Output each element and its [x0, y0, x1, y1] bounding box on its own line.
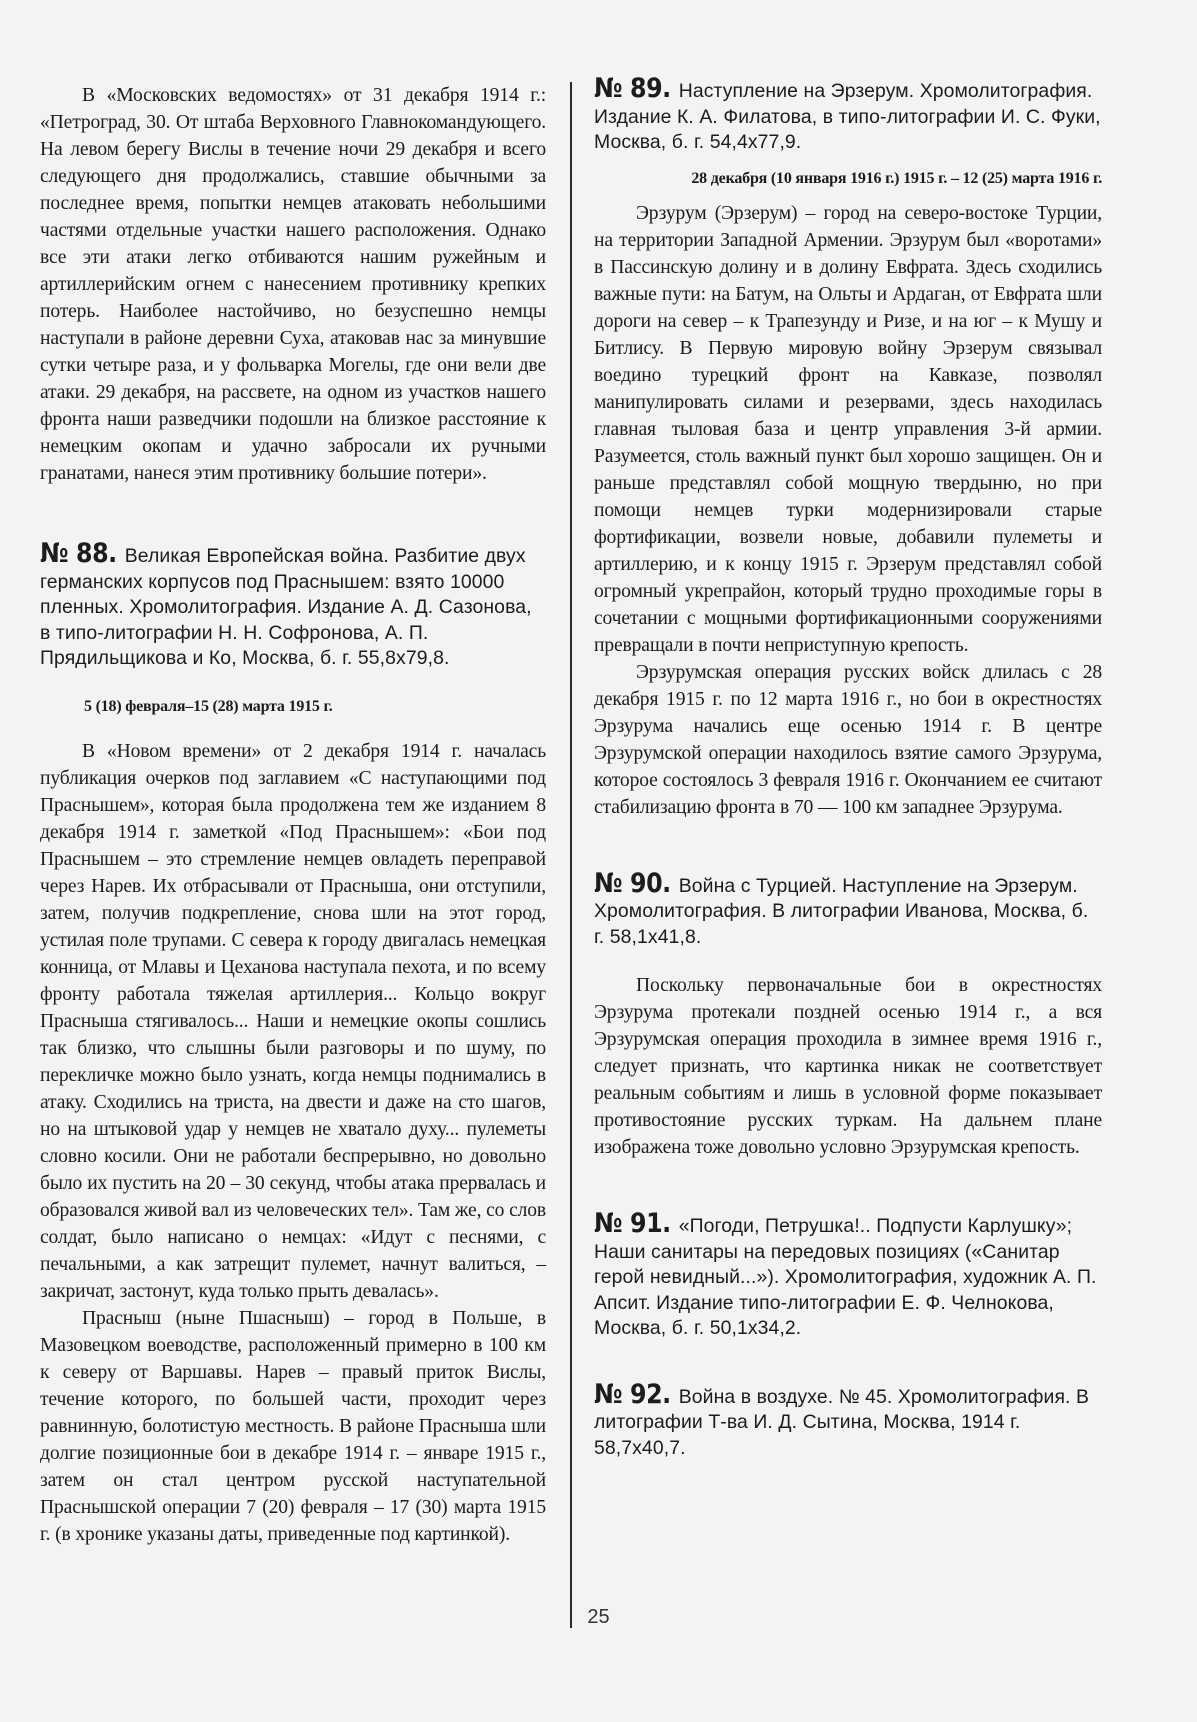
paragraph-novoe-vremya: В «Новом времени» от 2 декабря 1914 г. началась публикация очерков под заглавием «С наступающими под Праснышем», которая была продолжена тем же изданием 8 декабря 1914 г. заметкой «Под Праснышем»: «Бои под Праснышем – это стремление немцев овладеть переправой через Нарев. Их отбрасывали от Прасныша, они отступили, затем, получив подкрепление, снова шли на этот город, устилая поле трупами. С севера к городу двигалась немецкая конница, от Млавы и Цеханова наступала пехота, и по всему фронту работала тяжелая артиллерия... Кольцо вокруг Прасныша стягивалось... Наши и немецкие окопы сошлись так близко, что слышны были разговоры и по шуму, по перекличке можно было узнать, когда немцы поднимались в атаку. Сходились на триста, на двести и даже на сто шагов, но на штыковой удар у немцев не хватало духу... пулеметы словно косили. Они не работали беспрерывно, но довольно было их пустить на 20 – 30 секунд, чтобы атака прервалась и образовался живой вал из человеческих тел». Там же, со слов солдат, было написано о немцах: «Идут с песнями, с печальными, а как затрещит пулемет, начнут валиться, – закричат, застонут, куда только прыть девалась». — [40, 740, 546, 1302]
page-number: 25 — [587, 1606, 610, 1628]
catalog-entry-88 — [40, 538, 546, 672]
paragraph-erzurum-operation: Эрзурумская операция русских войск длилась с 28 декабря 1915 г. по 12 марта 1916 г., но бои в окрестностях Эрзурума начались еще осенью 1914 г. В центре Эрзурумской операции находилось взятие самого Эрзурума, которое состоялось 3 февраля 1916 г. Окончанием ее считают стабилизацию фронта в 70 — 100 км западнее Эрзурума. — [594, 661, 1102, 818]
entry-number: № 92. — [594, 1378, 671, 1410]
paragraph-moskovskie-vedomosti: В «Московских ведомостях» от 31 декабря 1914 г.: «Петроград, 30. От штаба Верховного Главнокомандующего. На левом берегу Вислы в течение ночи 29 декабря и всего следующего дня продолжались, ставшие обычными за последнее время, попытки немцев атаковать небольшими частями отдельные участки нашего расположения. Однако все эти атаки легко отбиваются нашим ружейным и артиллерийским огнем с нанесением противнику крепких потерь. Наиболее настойчиво, но безуспешно немцы наступали в районе деревни Суха, атаковав нас за минувшие сутки четыре раза, и у фольварка Могелы, где они вели две атаки. 29 декабря, на рассвете, на одном из участков нашего фронта наши разведчики подошли на близкое расстояние к немецким окопам и удачно забросали их ручными гранатами, нанеся этим противнику большие потери». — [40, 85, 546, 484]
catalog-entry-92 — [594, 1378, 1102, 1462]
entry-number: № 88. — [40, 538, 117, 569]
catalog-entry-90 — [594, 867, 1102, 951]
entry-number: № 91. — [594, 1208, 671, 1239]
entry-88-dates: 5 (18) февраля–15 (28) марта 1915 г. — [84, 697, 333, 715]
paragraph-picture-commentary: Поскольку первоначальные бои в окрестностях Эрзурума протекали поздней осенью 1914 г., а вся Эрзурумская операция проходила в зимнее время 1916 г., следует признать, что картинка никак не соответствует реальным событиям и лишь в условной форме показывает противостояние русских туркам. На дальнем плане изображена тоже довольно условно Эрзурумская крепость. — [594, 975, 1102, 1158]
right-column — [594, 73, 1102, 1461]
paragraph-prasnysh: Прасныш (ныне Пшасныш) – город в Польше, в Мазовецком воеводстве, расположенный примерно в 100 км к северу от Варшавы. Нарев – правый приток Вислы, течение которого, по большей части, проходит через равнинную, болотистую местность. В районе Прасныша шли долгие позиционные бои в декабре 1914 г. – январе 1915 г., затем он стал центром русской наступательной Праснышской операции 7 (20) февраля – 17 (30) марта 1915 г. (в хронике указаны даты, приведенные под картинкой). — [40, 1307, 546, 1545]
paragraph-erzurum: Эрзурум (Эрзерум) – город на северо-востоке Турции, на территории Западной Армении. Эрзурум был «воротами» в Пассинскую долину и в долину Евфрата. Здесь сходились важные пути: на Батум, на Ольты и Ардаган, от Евфрата шли дороги на север – к Трапезунду и Ризе, и на юг – к Мушу и Битлису. В Первую мировую войну Эрзерум связывал воедино турецкий фронт на Кавказе, позволял манипулировать силами и резервами, здесь находилась главная тыловая база и центр управления 3-й армии. Разумеется, столь важный пункт был хорошо защищен. Он и раньше представлял собой мощную твердыню, но при помощи немцев турки модернизировали старые фортификации, возвели новые, добавили пулеметы и артиллерию, и к концу 1915 г. Эрзерум представлял собой огромный укрепрайон, который трудно проходимые горы в сочетании с мощными фортификационными сооружениями превращали в почти неприступную крепость. — [594, 202, 1102, 656]
entry-number: № 90. — [594, 867, 671, 899]
left-column — [40, 82, 546, 1548]
entry-description: Великая Европейская война. Разбитие двух германских корпусов под Праснышем: взято 10000 пленных. Хромолитография. Издание А. Д. Сазонова, в типо-литографии Н. Н. Софронова, А. П. Прядильщикова и Ко, Москва, б. г. 55,8x79,8. — [40, 545, 532, 669]
entry-89-dates: 28 декабря (10 января 1916 г.) 1915 г. – 12 (25) марта 1916 г. — [691, 169, 1102, 187]
entry-description: Война с Турцией. Наступление на Эрзерум. Хромолитография. В литографии Иванова, Москва, б. г. 58,1x41,8. — [594, 874, 1089, 948]
column-divider — [570, 82, 572, 1628]
entry-description: Наступление на Эрзерум. Хромолитография. Издание К. А. Филатова, в типо-литографии И. С. Фуки, Москва, б. г. 54,4x77,9. — [594, 80, 1101, 153]
entry-number: № 89. — [594, 73, 671, 104]
entry-description: Война в воздухе. № 45. Хромолитография. В литографии Т-ва И. Д. Сытина, Москва, 1914 г. 58,7x40,7. — [594, 1385, 1090, 1459]
catalog-entry-89 — [594, 73, 1102, 156]
catalog-entry-91 — [594, 1208, 1102, 1342]
entry-description: «Погоди, Петрушка!.. Подпусти Карлушку»; Наши санитары на передовых позициях («Санитар герой невидный...»). Хромолитография, художник А. П. Апсит. Издание типо-литографии Е. Ф. Челнокова, Москва, б. г. 50,1x34,2. — [594, 1215, 1097, 1339]
